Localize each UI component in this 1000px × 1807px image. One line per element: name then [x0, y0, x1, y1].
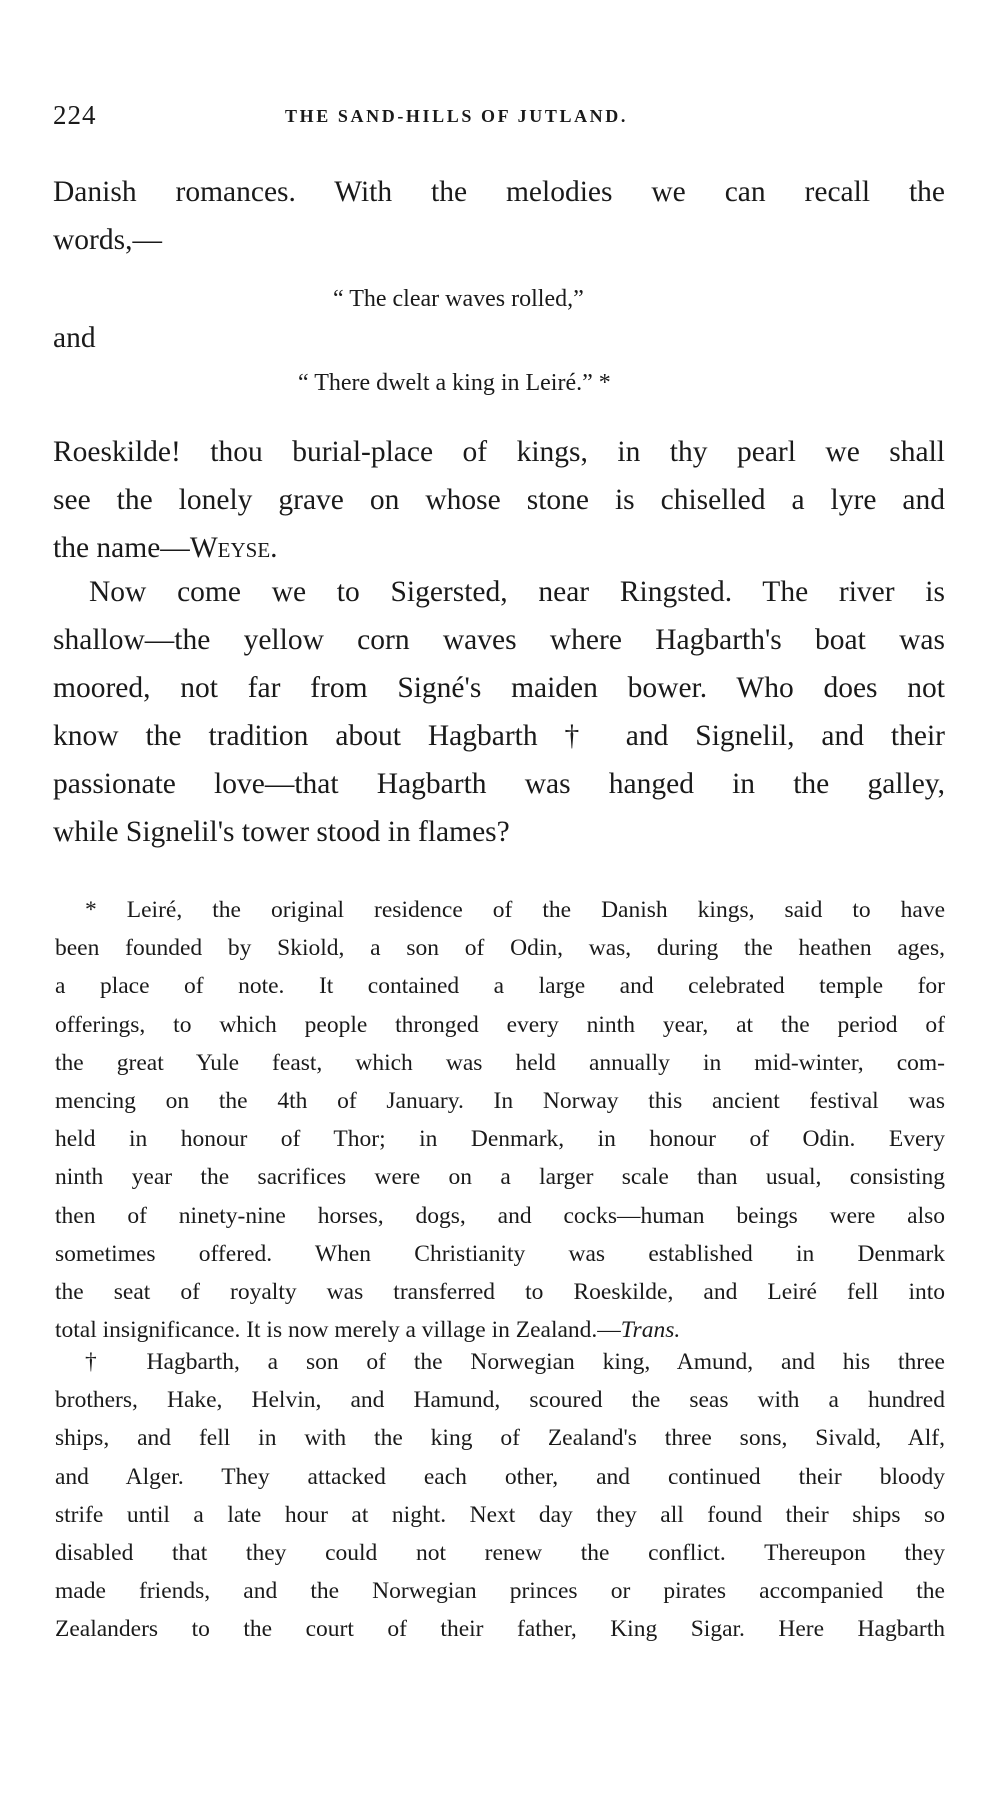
running-head [53, 100, 945, 132]
footnote-line: mencing on the 4th of January. In Norway this ancient festival was [55, 1088, 945, 1115]
footnote-line: and Alger. They attacked each other, and continued their bloody [55, 1463, 945, 1490]
footnote-line: made friends, and the Norwegian princes or pirates accompanied the [55, 1578, 945, 1605]
footnote-line: ships, and fell in with the king of Zealand's three sons, Sivald, Alf, [55, 1425, 945, 1452]
text-line: while Signelil's tower stood in flames? [53, 816, 510, 848]
translator-note: Trans. [620, 1317, 681, 1344]
footnote-text: total insignificance. It is now merely a village in Zealand.— [55, 1317, 621, 1344]
footnote-line: Zealanders to the court of their father, King Sigar. Here Hagbarth [55, 1616, 945, 1643]
text-line: passionate love—that Hagbarth was hanged in the galley, [53, 768, 945, 800]
footnote-leire [55, 891, 945, 1349]
page-number: 224 [53, 100, 97, 130]
footnote-line: * Leiré, the original residence of the Danish kings, said to have [85, 897, 945, 923]
footnote-line: † Hagbarth, a son of the Norwegian king, Amund, and his three [85, 1349, 945, 1375]
footnote-line: strife until a late hour at night. Next day they all found their ships so [55, 1501, 945, 1528]
text-line: words,— [53, 224, 162, 256]
running-title: THE SAND-HILLS OF JUTLAND. [285, 106, 628, 126]
footnote-line: disabled that they could not renew the conflict. Thereupon they [55, 1540, 945, 1567]
verse-quote-waves: “ The clear waves rolled,” [333, 286, 584, 312]
text-fragment: the name— [53, 532, 190, 564]
footnote-line: the great Yule feast, which was held annually in mid-winter, com- [55, 1049, 945, 1076]
footnote-hagbarth [55, 1343, 945, 1649]
paragraph-sigersted [53, 568, 945, 856]
footnote-line: offerings, to which people thronged every ninth year, at the period of [55, 1011, 945, 1038]
text-line: see the lonely grave on whose stone is chiselled a lyre and [53, 484, 945, 516]
footnote-line: sometimes offered. When Christianity was established in Denmark [55, 1240, 945, 1267]
text-line: Now come we to Sigersted, near Ringsted. The river is [89, 576, 945, 608]
composer-name: Weyse. [189, 532, 278, 564]
footnote-line: ninth year the sacrifices were on a larger scale than usual, consisting [55, 1164, 945, 1191]
footnote-line: a place of note. It contained a large and celebrated temple for [55, 973, 945, 1000]
text-line: shallow—the yellow corn waves where Hagbarth's boat was [53, 624, 945, 656]
text-line: Danish romances. With the melodies we can recall the [53, 176, 945, 208]
conjunction-and: and [53, 322, 96, 354]
text-line: Roeskilde! thou burial-place of kings, in thy pearl we shall [53, 436, 945, 468]
footnote-line: brothers, Hake, Helvin, and Hamund, scoured the seas with a hundred [55, 1387, 945, 1414]
paragraph-romances [53, 168, 945, 264]
footnote-line: held in honour of Thor; in Denmark, in honour of Odin. Every [55, 1126, 945, 1153]
text-line: know the tradition about Hagbarth † and Signelil, and their [53, 720, 945, 752]
footnote-line: then of ninety-nine horses, dogs, and cocks—human beings were also [55, 1202, 945, 1229]
footnote-line: the seat of royalty was transferred to Roeskilde, and Leiré fell into [55, 1279, 945, 1306]
verse-quote-leire: “ There dwelt a king in Leiré.” * [298, 370, 611, 396]
paragraph-roeskilde [53, 428, 945, 572]
text-line: moored, not far from Signé's maiden bower. Who does not [53, 672, 945, 704]
footnote-line: been founded by Skiold, a son of Odin, was, during the heathen ages, [55, 935, 945, 962]
text-line [53, 524, 945, 572]
